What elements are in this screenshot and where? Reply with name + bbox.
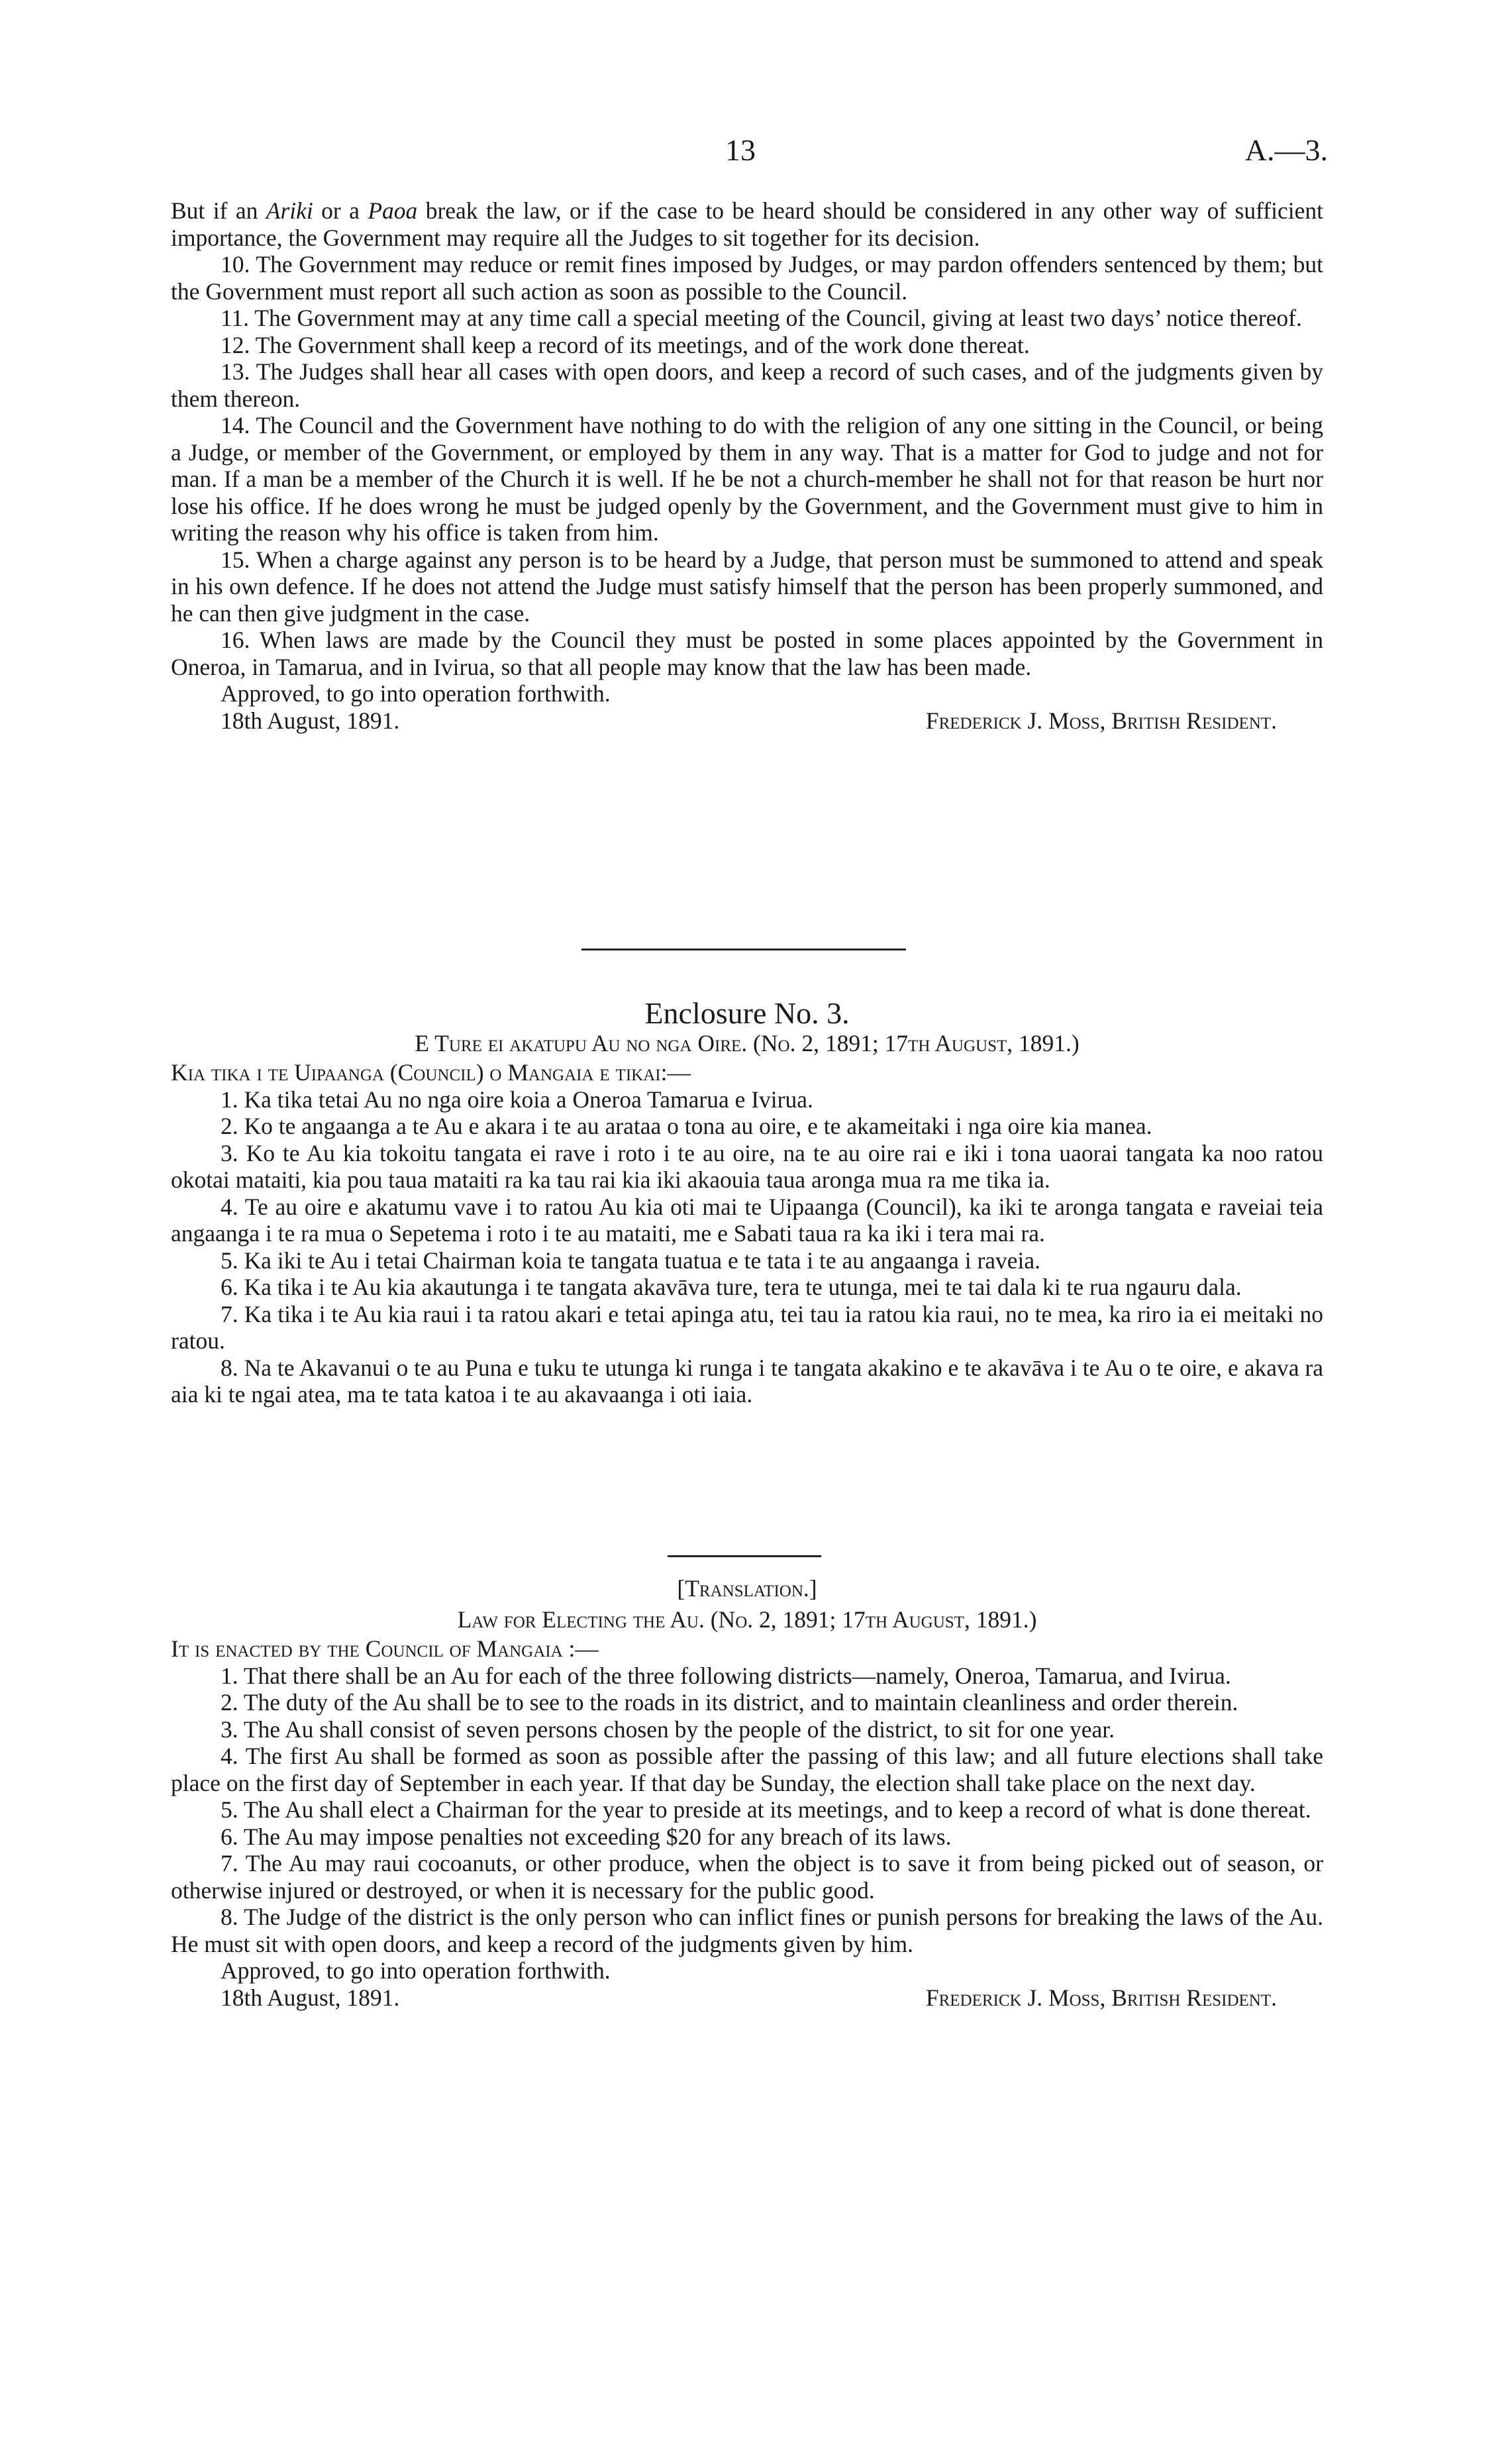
approval-date: 18th August, 1891. [221,707,400,734]
translation-intro: It is enacted by the Council of Mangaia :— [171,1635,599,1662]
english-clause-8: 8. The Judge of the district is the only person who can inflict fines or punish persons for breaking the laws of the Au. He must sit with open doors, and keep a record of the judgments given by him. [171,1904,1323,1957]
translation-label: [Translation.] [677,1575,817,1602]
translation-title: Law for Electing the Au. (No. 2, 1891; 17th August, 1891.) [457,1606,1037,1633]
english-clause-1: 1. That there shall be an Au for each of the three following districts—namely, Oneroa, Tamarua, and Ivirua. [221,1662,1231,1689]
english-clause-3: 3. The Au shall consist of seven persons chosen by the people of the district, to sit for one year. [221,1716,1115,1743]
clause-10: 10. The Government may reduce or remit fines imposed by Judges, or may pardon offenders sentenced by them; but the Government must report all such action as soon as possible to the Council. [171,251,1323,305]
clause-13: 13. The Judges shall hear all cases with open doors, and keep a record of such cases, and of the judgments given by them thereon. [171,358,1323,412]
clause-11: 11. The Government may at any time call a special meeting of the Council, giving at least two days’ notice thereof. [221,305,1302,331]
english-clause-7: 7. The Au may raui cocoanuts, or other produce, when the object is to save it from being picked out of season, or otherwise injured or destroyed, or when it is necessary for the public good. [171,1850,1323,1904]
clause-12: 12. The Government shall keep a record of its meetings, and of the work done thereat. [221,331,1030,358]
clause-16: 16. When laws are made by the Council they must be posted in some places appointed by the Government in Oneroa, in Tamarua, and in Ivirua, so that all people may know that the law has been made. [171,627,1323,680]
enclosure-intro: Kia tika i te Uipaanga (Council) o Mangaia e tikai:— [171,1059,691,1086]
clause-14: 14. The Council and the Government have nothing to do with the religion of any one sitting in the Council, or being a Judge, or member of the Government, or employed by them in any way. That is a matter for God to judge and not for man. If a man be a member of the Church it is well. If he be not a church-member he shall not for that reason be hurt nor lose his office. If he does wrong he must be judged openly by the Government, and the Government must give to him in writing the reason why his office is taken from him. [171,412,1323,546]
english-clause-4: 4. The first Au shall be formed as soon as possible after the passing of this law; and all future elections shall take place on the first day of September in each year. If that day be Sunday, the election shall take place on the next day. [171,1743,1323,1796]
enclosure-section [171,996,1323,1408]
law-continuation-section [171,197,1323,735]
short-divider [668,1555,821,1557]
signature: Frederick J. Moss, British Resident. [925,707,1277,734]
maori-clause-2: 2. Ko te angaanga a te Au e akara i te au arataa o tona au oire, e te akameitaki i nga oire kia manea. [221,1113,1152,1139]
maori-clause-4: 4. Te au oire e akatumu vave i to ratou Au kia oti mai te Uipaanga (Council), ka iki te aronga tangata e raveiai teia angaanga i te ra mua o Sepetema i roto i te au mataiti, me e Sabati taua ra ka iki i tera mai ra. [171,1193,1323,1247]
maori-clause-6: 6. Ka tika i te Au kia akautunga i te tangata akavāva ture, tera te utunga, mei te tai dala ki te rua ngauru dala. [221,1274,1242,1300]
approval-block [171,680,1323,735]
approval-date: 18th August, 1891. [221,1984,400,2011]
enclosure-title: Enclosure No. 3. [644,996,850,1030]
maori-clause-3: 3. Ko te Au kia tokoitu tangata ei rave i roto i te au oire, na te au oire rai e iki i tona uaorai tangata ka noo ratou okotai mataiti, kia pou taua mataiti ra ka tau rai kia iki akaouia taua aronga mua ra me tika ia. [171,1139,1323,1193]
enclosure-subtitle: E Ture ei akatupu Au no nga Oire. (No. 2, 1891; 17th August, 1891.) [415,1029,1080,1056]
paragraph-ariki: But if an Ariki or a Paoa break the law, or if the case to be heard should be considered in any other way of sufficient importance, the Government may require all the Judges to sit together for its decision. [171,197,1323,251]
approval-text: Approved, to go into operation forthwith. [221,680,611,707]
maori-clause-7: 7. Ka tika i te Au kia raui i ta ratou akari e tetai apinga atu, tei tau ia ratou kia raui, no te mea, ka riro ia ei meitaki no ratou. [171,1300,1323,1354]
signature: Frederick J. Moss, British Resident. [925,1984,1277,2011]
maori-clause-8: 8. Na te Akavanui o te au Puna e tuku te utunga ki runga i te tangata akakino e te akavāva i te Au o te oire, e akava ra aia ki te ngai atea, ma te tata katoa i te au akavaanga i oti iaia. [171,1354,1323,1408]
english-clause-6: 6. The Au may impose penalties not exceeding $20 for any breach of its laws. [221,1823,952,1850]
maori-clause-5: 5. Ka iki te Au i tetai Chairman koia te tangata tuatua e te tata i te au angaanga i raveia. [221,1247,1041,1274]
section-divider [581,949,906,950]
page-number: 13 [725,133,756,167]
english-clause-5: 5. The Au shall elect a Chairman for the year to preside at its meetings, and to keep a record of what is done thereat. [221,1796,1311,1823]
translation-section [171,1575,1323,2012]
english-clause-2: 2. The duty of the Au shall be to see to the roads in its district, and to maintain cleanliness and order therein. [221,1689,1238,1716]
approval-block-translation [171,1957,1323,2012]
approval-text: Approved, to go into operation forthwith. [221,1957,611,1984]
clause-15: 15. When a charge against any person is to be heard by a Judge, that person must be summoned to attend and speak in his own defence. If he does not attend the Judge must satisfy himself that the person has been properly summoned, and he can then give judgment in the case. [171,546,1323,627]
maori-clause-1: 1. Ka tika tetai Au no nga oire koia a Oneroa Tamarua e Ivirua. [221,1086,813,1113]
document-reference: A.—3. [1244,133,1328,167]
